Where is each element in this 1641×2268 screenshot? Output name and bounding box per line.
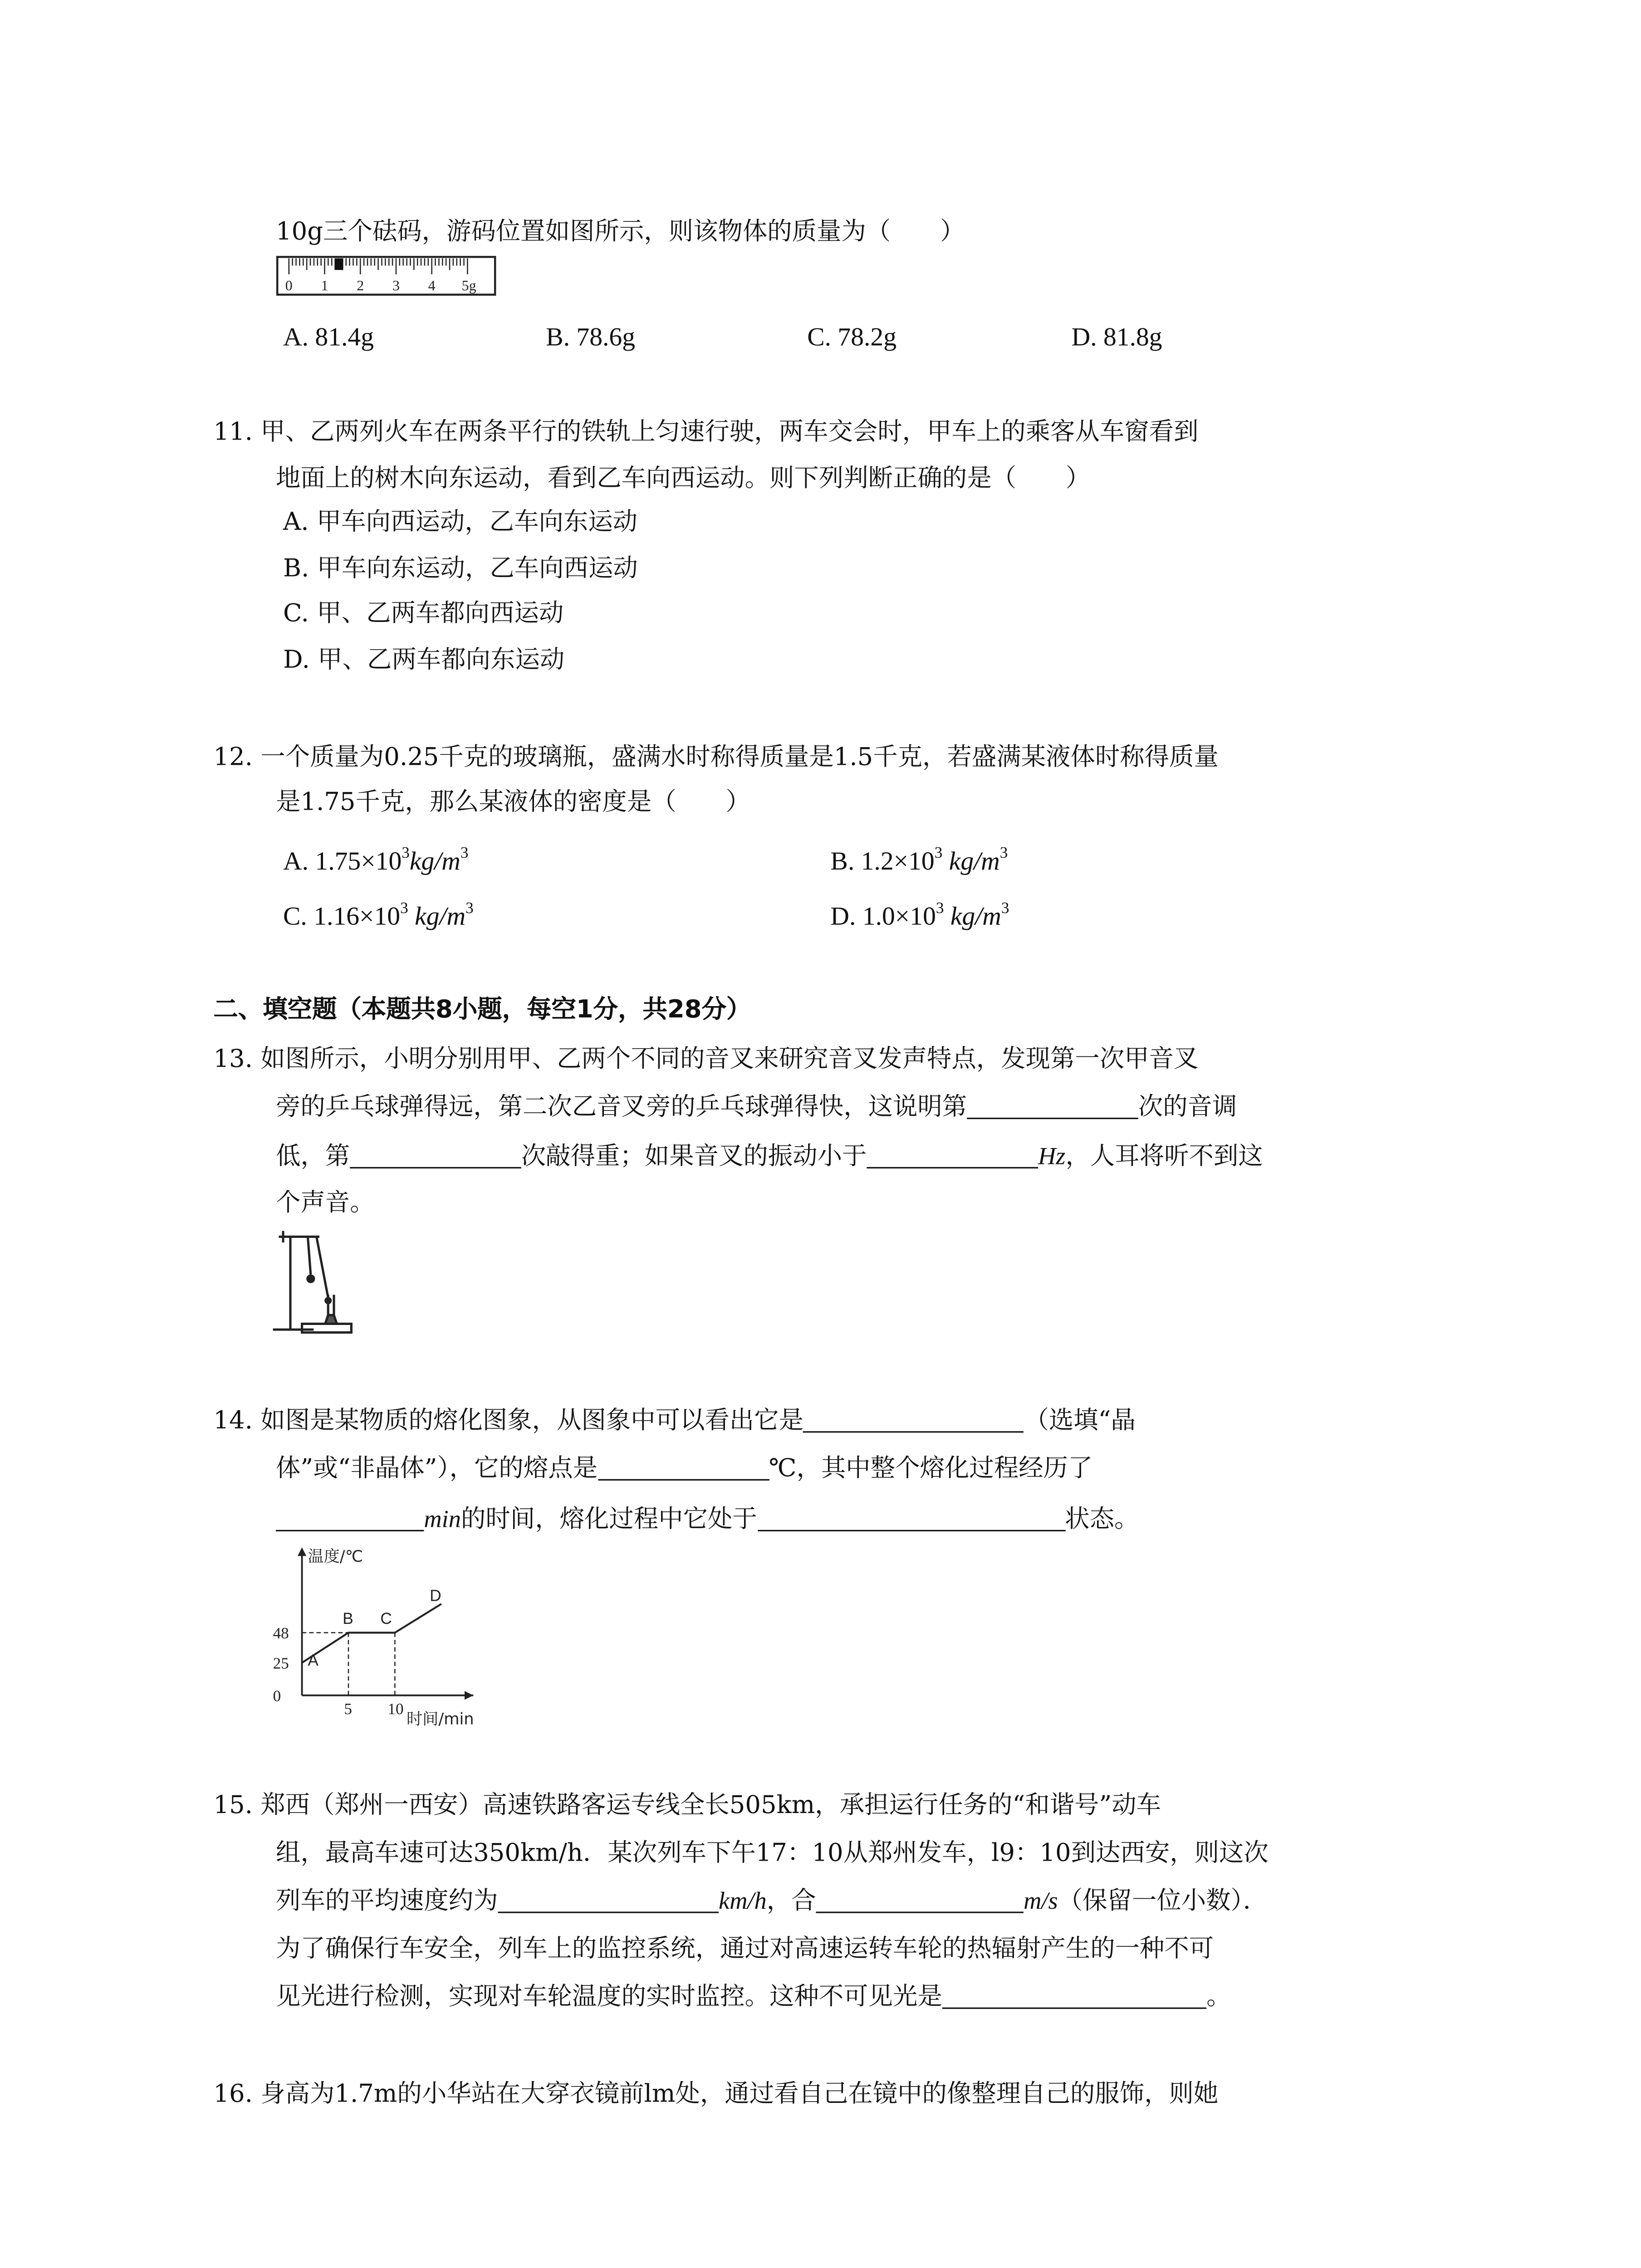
tuning-fork-figure	[270, 1225, 366, 1339]
q10-option-d: D. 81.8g	[1071, 322, 1162, 352]
q15-line-1: 15. 郑西（郑州一西安）高速铁路客运专线全长505km，承担运行任务的“和谐号”动车	[213, 1791, 1161, 1820]
q11-line-1: 11. 甲、乙两列火车在两条平行的铁轨上匀速行驶，两车交会时，甲车上的乘客从车窗看到	[213, 418, 1199, 447]
q11-line-2: 地面上的树木向东运动，看到乙车向西运动。则下列判断正确的是（ ）	[276, 464, 1091, 494]
ruler-tick-label: 5g	[461, 277, 476, 293]
ruler-tick-label: 1	[321, 277, 328, 293]
y-axis-label: 温度/℃	[308, 1547, 363, 1566]
q14-blank-4[interactable]	[757, 1504, 1065, 1531]
q13-line-1: 13. 如图所示，小明分别用甲、乙两个不同的音叉来研究音叉发声特点，发现第一次甲音叉	[213, 1045, 1199, 1074]
q13-blank-2[interactable]	[350, 1141, 521, 1168]
melting-curve-chart	[270, 1541, 490, 1730]
q11-option-d: D. 甲、乙两车都向东运动	[283, 646, 565, 675]
q16-line-1: 16. 身高为1.7m的小华站在大穿衣镜前lm处，通过看自己在镜中的像整理自己的服饰，则她	[213, 2080, 1219, 2109]
q14-blank-2[interactable]	[598, 1453, 769, 1481]
q11-option-c: C. 甲、乙两车都向西运动	[283, 599, 564, 629]
q13-blank-3[interactable]	[867, 1141, 1038, 1168]
q14-blank-1[interactable]	[803, 1405, 1024, 1433]
point-label-B: B	[343, 1610, 353, 1628]
q14-line-3: min的时间，熔化过程中它处于 状态。	[276, 1502, 1139, 1537]
x-axis-arrow	[465, 1691, 473, 1700]
q10-stem-tail: 10g三个砝码，游码位置如图所示，则该物体的质量为（ ）	[276, 218, 965, 247]
y-tick-label: 0	[273, 1687, 281, 1705]
q12-option-a: A. $1.75\times 10^3kg/m^3$	[283, 845, 469, 875]
q12-option-b: B. $1.2\times 10^3$ $kg/m^3$	[830, 845, 1008, 875]
x-tick-label: 10	[387, 1700, 404, 1718]
y-tick-label: 25	[273, 1654, 289, 1672]
q15-line-4: 为了确保行车安全，列车上的监控系统，通过对高速运转车轮的热辐射产生的一种不可	[276, 1935, 1214, 1964]
y-tick-label: 48	[273, 1624, 289, 1642]
section-heading: 二、填空题（本题共8小题，每空1分，共28分）	[213, 996, 751, 1025]
q13-blank-1[interactable]	[967, 1091, 1138, 1119]
ruler-tick-label: 3	[392, 277, 400, 293]
series-line	[302, 1604, 441, 1663]
q10-option-b: B. 78.6g	[546, 322, 636, 352]
q15-line-3: 列车的平均速度约为 km/h，合 m/s（保留一位小数）．	[276, 1884, 1268, 1919]
q15-blank-3[interactable]	[942, 1981, 1206, 2009]
point-label-D: D	[430, 1587, 441, 1605]
balance-ruler-figure	[276, 255, 496, 299]
ruler-tick-label: 4	[428, 277, 436, 293]
ruler-tick-label: 0	[285, 277, 293, 293]
q11-option-b: B. 甲车向东运动，乙车向西运动	[283, 554, 638, 584]
q12-option-c: C. $1.16\times 10^3$ $kg/m^3$	[283, 900, 474, 931]
q15-blank-1[interactable]	[498, 1886, 719, 1913]
q14-blank-3[interactable]	[276, 1504, 424, 1531]
y-axis-arrow	[298, 1547, 306, 1556]
point-label-C: C	[380, 1610, 392, 1628]
ruler-tick-label: 2	[357, 277, 364, 293]
q15-line-5: 见光进行检测，实现对车轮温度的实时监控。这种不可见光是 。	[276, 1980, 1231, 2015]
point-label-A: A	[308, 1652, 318, 1669]
q10-option-c: C. 78.2g	[807, 322, 897, 352]
q15-blank-2[interactable]	[816, 1886, 1024, 1913]
q12-line-1: 12. 一个质量为0.25千克的玻璃瓶，盛满水时称得质量是1.5千克，若盛满某液体时称得质量	[213, 743, 1219, 772]
q13-line-4: 个声音。	[276, 1188, 375, 1218]
q12-option-d: D. $1.0\times 10^3$ $kg/m^3$	[830, 900, 1009, 931]
x-axis-label: 时间/min	[407, 1710, 474, 1729]
q13-line-2: 旁的乒乓球弹得远，第二次乙音叉旁的乒乓球弹得快，这说明第 次的音调	[276, 1090, 1237, 1125]
q12-line-2: 是1.75千克，那么某液体的密度是（ ）	[276, 788, 750, 817]
ruler-rider	[334, 259, 343, 270]
x-tick-label: 5	[344, 1700, 352, 1718]
q14-line-2: 体”或“非晶体”），它的熔点是 ℃，其中整个熔化过程经历了	[276, 1452, 1092, 1486]
q13-line-3: 低，第 次敲得重；如果音叉的振动小于 Hz，人耳将听不到这	[276, 1139, 1263, 1174]
q10-option-a: A. 81.4g	[283, 322, 374, 352]
q11-option-a: A. 甲车向西运动，乙车向东运动	[283, 508, 638, 537]
q15-line-2: 组，最高车速可达350km/h．某次列车下午17：10从郑州发车，l9：10到达西安，则这次	[276, 1839, 1269, 1868]
q14-line-1: 14. 如图是某物质的熔化图象，从图象中可以看出它是 （选填“晶	[213, 1403, 1136, 1438]
